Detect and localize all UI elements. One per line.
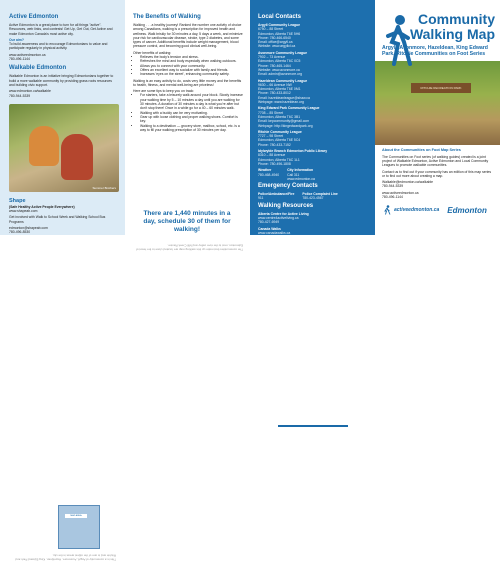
goal-title: Our aim? <box>9 37 24 42</box>
active-edmonton-phone: 780-496-1144 <box>9 57 30 62</box>
tip-item: • Gear up with loose clothing and proper walking shoes. Comfort is key. <box>140 115 244 124</box>
park-sign-photo <box>375 61 500 145</box>
goal-body: To build awareness and to encourage Edmontonians to value and participate regularly in physical activity. <box>9 42 108 51</box>
divider <box>278 425 348 427</box>
panel-cover <box>375 0 500 471</box>
walker-icon <box>382 205 392 215</box>
league-line: Phone: 780-466-6540 <box>258 35 291 40</box>
photo-caption: Summer Brothers <box>92 185 116 190</box>
active-edmonton-logo <box>300 255 357 265</box>
walker-icon <box>300 255 310 265</box>
league-line: Phone: 780-433-8012 <box>258 91 291 96</box>
resource-web[interactable]: www.canadawalks.ca <box>258 230 291 235</box>
league-line: Edmonton, Alberta T6C 1L1 <box>258 157 300 162</box>
callout-minutes: There are 1,440 minutes in a day, schedule 30 of them for walking! <box>143 210 231 233</box>
resource-name: Alberta Centre for Active Living <box>258 211 309 216</box>
tips-intro: Here are some tips to keep you on track: <box>133 89 195 94</box>
league-line[interactable]: Website: www.argyllcl.ca <box>258 44 296 49</box>
cover-email[interactable]: Walkable@edmonton.ca/walkable <box>382 180 433 185</box>
police-label: Police/Ambulance/Fire <box>258 192 295 197</box>
edmonton-logo: Edmonton <box>365 256 400 264</box>
league-line: Edmonton, Alberta T6C 0C5 <box>258 59 301 64</box>
league-name: Hazeldean Community League <box>258 78 308 83</box>
walker-icon <box>382 14 414 66</box>
map-label: MAP AREA <box>65 514 87 518</box>
league-line: Edmonton, Alberta T6C 3B1 <box>258 114 301 119</box>
shape-phone: 780-496-8530 <box>9 230 31 235</box>
children-photo <box>9 104 119 192</box>
league-name: King Edward Park Community League <box>258 106 320 111</box>
league-line: Edmonton, Alberta T6E 5H6 <box>258 31 301 36</box>
back-text: This is a community of Argyll, Avonmore, Hazeldean, King Edward Park and Ritchie and is one of the oldest areas in the city. <box>15 553 116 562</box>
league-line[interactable]: Webpage: http://kingedwardpark.org <box>258 123 313 128</box>
league-line[interactable]: Email: admin@avonmore.org <box>258 72 302 77</box>
active-edmonton-body: Active Edmonton is a great place to turn for all things "active". Resources, web links, and contests! Get Up, Get Out, Get Active and make Edmonton Canada's most active city. <box>9 23 113 36</box>
back-side-panel <box>0 235 125 562</box>
child-figure <box>29 126 59 166</box>
weather-info-row <box>258 168 369 183</box>
shape-body: Get involved with Walk to School Week and Walking School Bus Programs <box>9 215 106 224</box>
city-info-web[interactable]: www.edmonton.ca <box>287 176 315 181</box>
shape-title: Shape <box>9 197 26 204</box>
walkable-title: Walkable Edmonton <box>9 65 67 72</box>
league-line: 6750 – 88 Street <box>258 27 284 32</box>
back-side-panel <box>250 235 375 471</box>
league-line: 7902 – 73 Avenue <box>258 55 286 60</box>
cover-web[interactable]: www.activeedmonton.ca <box>382 190 419 195</box>
walkable-phone: 780-944-5339 <box>9 93 31 98</box>
active-edmonton-title: Active Edmonton <box>9 14 59 20</box>
resource-web[interactable]: www.centre4activeliving.ca <box>258 215 299 220</box>
active-edmonton-logo <box>382 205 439 215</box>
league-name: Ritchie Community League <box>258 129 302 134</box>
child-figure <box>61 134 93 180</box>
cover-logos <box>382 205 495 215</box>
weather-phone: 780-468-4940 <box>258 172 280 177</box>
police-phone: 911 <box>258 196 264 201</box>
league-line[interactable]: Webpage: www.hazeldean.org <box>258 100 304 105</box>
cover-title-line: Walking Map <box>409 26 495 42</box>
resource-phone: 780-427-6949 <box>258 220 280 225</box>
weather-label: Weather <box>258 168 272 173</box>
about-title: About the Communities on Foot Map Series <box>382 148 461 153</box>
cover-title-line: Community <box>418 11 495 27</box>
tips-list <box>133 93 244 132</box>
benefits-title: The Benefits of Walking <box>133 14 201 20</box>
league-line[interactable]: Email: office@argyll.ca <box>258 40 293 45</box>
walking-resources-title: Walking Resources <box>258 202 314 209</box>
complaint-phone: 780-423-4567 <box>302 196 324 201</box>
city-info-phone: Call 311 <box>287 172 300 177</box>
park-sign: RITCHIE RECREATION PARK <box>411 83 471 93</box>
back-side-panel <box>125 235 250 471</box>
cover-phone: 780-496-1144 <box>382 195 403 200</box>
league-line[interactable]: Website: www.avonmore.ca <box>258 67 300 72</box>
back-text: The communities that make up this walking map are located close to the heart of Edmonton, next to the river valley and Mill Creek Ravine. <box>136 243 243 252</box>
contact-body: Contact us to find out if your community has an edition of this map series or to find out more about creating a map. <box>382 169 492 178</box>
league-list <box>258 23 369 166</box>
league-line[interactable]: Email: hazeldeanleague@shaw.ca <box>258 95 310 100</box>
easy-activity-text: Walking is an easy activity to do, costs very little money and the benefits to health, fitness, and mental well-being are priceless! <box>133 78 242 87</box>
league-line: Phone: 780-433-7152 <box>258 142 291 147</box>
resource-name: Canada Walks <box>258 226 281 231</box>
other-benefits-title: Other benefits of walking: <box>133 50 172 55</box>
shape-sub: (Safe Healthy Active People Everywhere) <box>9 204 75 209</box>
shape-email[interactable]: edmonton@shapeab.com <box>9 226 48 231</box>
tip-item: • Walking to a destination — grocery store, mailbox, school, etc. is a way to fill your walking prescription of 30 minutes per day. <box>140 124 244 133</box>
benefits-list <box>133 55 244 76</box>
active-edmonton-web[interactable]: www.activeedmonton.ca <box>9 52 46 57</box>
panel-contacts <box>250 0 375 471</box>
benefit-item: • Offers an excellent way to socialize with family and friends. <box>140 68 244 72</box>
walkable-web[interactable]: www.edmonton.ca/walkable <box>9 89 51 94</box>
panel-benefits <box>125 0 250 471</box>
walkable-body: Walkable Edmonton is an initiative bringing Edmontonians together to build a more walkable community by providing grass roots resources and building civic support. <box>9 74 114 87</box>
league-line: Phone: 780-496-1808 <box>258 161 291 166</box>
benefit-item: • Relieves the body's tension and stress. <box>140 55 244 59</box>
emergency-row <box>258 192 369 203</box>
tip-item: • Walking with a buddy can be very motivating. <box>140 111 244 115</box>
complaint-label: Police Complaint Line <box>302 192 338 197</box>
benefit-item: • Refreshes the mind and body especially when walking outdoors. <box>140 59 244 63</box>
cover-subtitle: Argyll, Avonmore, Hazeldean, King Edward Park, Ritchie Communities on Foot Series <box>382 45 488 58</box>
emergency-title: Emergency Contacts <box>258 183 318 190</box>
tip-item: • For starters, take a leisurely walk around your block. Slowly increase your walking time by 5 – 10 minutes a day until you are walking for 30 minutes. A duration of 30 minutes a day is what you're after but don't stop there! Once in a while go for a 40 – 60 minutes walk. <box>140 93 244 110</box>
brand-text: activeedmonton.ca <box>394 207 440 214</box>
local-contacts-title: Local Contacts <box>258 14 302 20</box>
shape-web[interactable]: www.shapeab.com <box>9 209 38 214</box>
contacts-logos <box>300 255 400 265</box>
league-line: Edmonton, Alberta T6E 0M1 <box>258 87 301 92</box>
league-line: 7727 – 98 Street <box>258 134 284 139</box>
league-name: Argyll Community League <box>258 23 301 27</box>
edmonton-logo: Edmonton <box>447 205 487 215</box>
benefits-intro: Walking . . . a healthy journey! Ranked the number one activity of choice among Canadians, walking is a prescription for improved health and wellness. Walk briskly for 30 minutes a day, 5 days a week, and minimize your risk for cardiovascular disease, stroke, type 2 diabetes, and some types of cancer. Additional benefits include weight management, blood pressure control, and becoming good clinical well-being. <box>133 23 243 49</box>
league-line: 9630 – 66 Avenue NW <box>258 82 292 87</box>
brand-text: activeedmonton.ca <box>312 257 358 263</box>
league-name: Idylwylde Branch Edmonton Public Library <box>258 149 328 154</box>
cover-phone: 780-944-5339 <box>382 184 404 189</box>
about-body: The Communities on Foot series (of walking guides) created is a joint project of Walkable Edmonton, Active Edmonton and Local Community Leagues to promote walkable communities. <box>382 154 489 168</box>
league-line: 8310 – 88 Avenue <box>258 153 286 158</box>
league-line: Phone: 780-465-1464 <box>258 63 291 68</box>
panel-active-edmonton <box>0 0 125 562</box>
league-name: Avonmore Community League <box>258 50 308 55</box>
league-line[interactable]: Email: kepcommunity@gmail.com <box>258 119 310 124</box>
locator-map <box>58 505 100 549</box>
benefit-item: • Allows you to connect with your community. <box>140 64 244 68</box>
benefit-item: • Increases 'eyes on the street', enhancing community safety. <box>140 72 244 76</box>
league-line: Edmonton, Alberta T6E 5C4 <box>258 138 301 143</box>
league-line: 7708 – 85 Street <box>258 110 284 115</box>
city-info-label: City Information <box>287 168 314 173</box>
